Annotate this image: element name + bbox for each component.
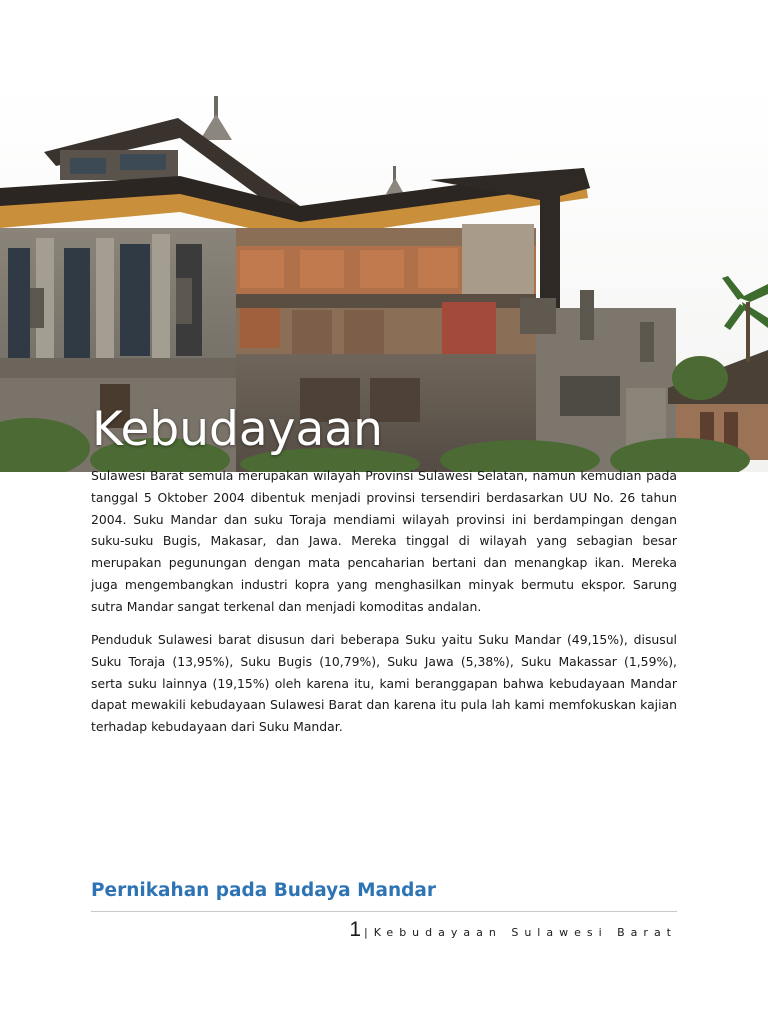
page-number: 1 [349, 918, 362, 941]
cover-title-line-1: Kebudayaan [92, 402, 383, 457]
heading-divider [91, 911, 677, 912]
footer-separator: | [364, 926, 368, 939]
body-paragraph-1: Sulawesi Barat semula merupakan wilayah Provinsi Sulawesi Selatan, namun kemudian pada tanggal 5 Oktober 2004 dibentuk menjadi provinsi tersendiri berdasarkan UU No. 26 tahun 2004. Suku Mandar dan suku Toraja mendiami wilayah provinsi ini berdampingan dengan suku-suku Bugis, Makasar, dan Jawa. Mereka tinggal di wilayah yang sebagian besar merupakan pegunungan dengan mata pencaharian bertani dan menangkap ikan. Mereka juga mengembangkan industri kopra yang menghasilkan minyak bermutu ekspor. Sarung sutra Mandar sangat terkenal dan menjadi komoditas andalan. [91, 468, 677, 614]
section-heading: Pernikahan pada Budaya Mandar [91, 880, 437, 901]
cover-photo [0, 88, 768, 472]
page-footer [349, 918, 677, 942]
body-paragraph-2: Penduduk Sulawesi barat disusun dari beberapa Suku yaitu Suku Mandar (49,15%), disusul Suku Toraja (13,95%), Suku Bugis (10,79%), Suku Jawa (5,38%), Suku Makassar (1,59%), serta suku lainnya (19,15%) oleh karena itu, kami beranggapan bahwa kebudayaan Mandar dapat mewakili kebudayaan Sulawesi Barat dan karena itu pula lah kami memfokuskan kajian terhadap kebudayaan dari Suku Mandar. [91, 632, 677, 735]
footer-running-title: Kebudayaan Sulawesi Barat [373, 926, 677, 939]
